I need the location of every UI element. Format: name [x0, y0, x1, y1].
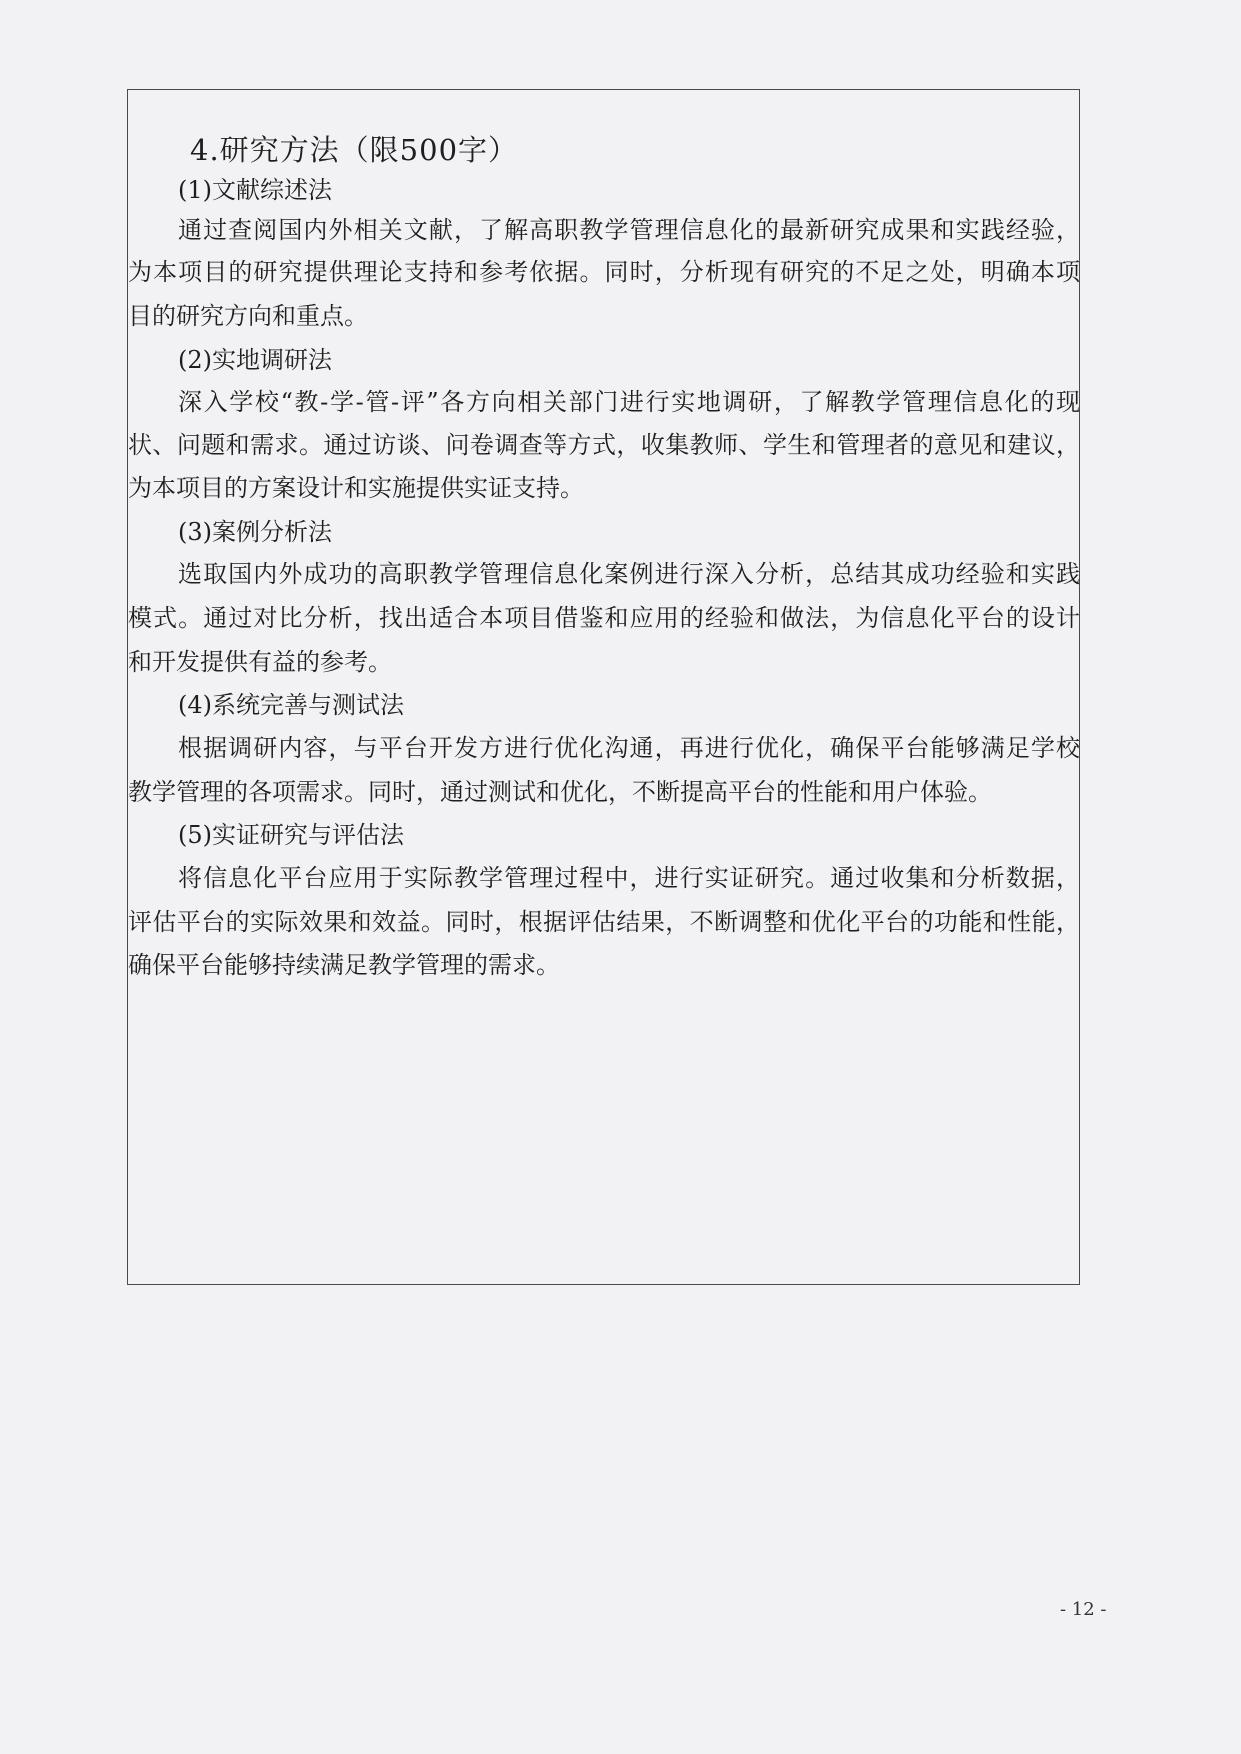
paragraph-line: 为本项目的研究提供理论支持和参考依据。同时，分析现有研究的不足之处，明确本项: [128, 258, 1080, 286]
section-title: 4.研究方法（限500字）: [190, 133, 519, 167]
paragraph-line: 将信息化平台应用于实际教学管理过程中，进行实证研究。通过收集和分析数据，: [178, 864, 1080, 892]
subsection-heading-3: (3)案例分析法: [178, 518, 332, 546]
subsection-heading-4: (4)系统完善与测试法: [178, 691, 404, 719]
paragraph-line: 选取国内外成功的高职教学管理信息化案例进行深入分析，总结其成功经验和实践: [178, 560, 1080, 588]
paragraph-line: 为本项目的方案设计和实施提供实证支持。: [128, 474, 584, 502]
paragraph-line: 目的研究方向和重点。: [128, 302, 368, 330]
subsection-heading-1: (1)文献综述法: [178, 176, 332, 204]
paragraph-line: 根据调研内容，与平台开发方进行优化沟通，再进行优化，确保平台能够满足学校: [178, 734, 1080, 762]
subsection-heading-5: (5)实证研究与评估法: [178, 821, 404, 849]
paragraph-line: 模式。通过对比分析，找出适合本项目借鉴和应用的经验和做法，为信息化平台的设计: [128, 604, 1080, 632]
page-number: - 12 -: [1060, 1599, 1107, 1620]
subsection-heading-2: (2)实地调研法: [178, 346, 332, 374]
paragraph-line: 教学管理的各项需求。同时，通过测试和优化，不断提高平台的性能和用户体验。: [128, 778, 992, 806]
paragraph-line: 深入学校“教-学-管-评”各方向相关部门进行实地调研，了解教学管理信息化的现: [178, 388, 1080, 416]
paragraph-line: 通过查阅国内外相关文献，了解高职教学管理信息化的最新研究成果和实践经验，: [178, 216, 1080, 244]
paragraph-line: 和开发提供有益的参考。: [128, 648, 392, 676]
paragraph-line: 确保平台能够持续满足教学管理的需求。: [128, 951, 560, 979]
paragraph-line: 评估平台的实际效果和效益。同时，根据评估结果，不断调整和优化平台的功能和性能，: [128, 908, 1080, 936]
paragraph-line: 状、问题和需求。通过访谈、问卷调查等方式，收集教师、学生和管理者的意见和建议，: [128, 431, 1080, 459]
